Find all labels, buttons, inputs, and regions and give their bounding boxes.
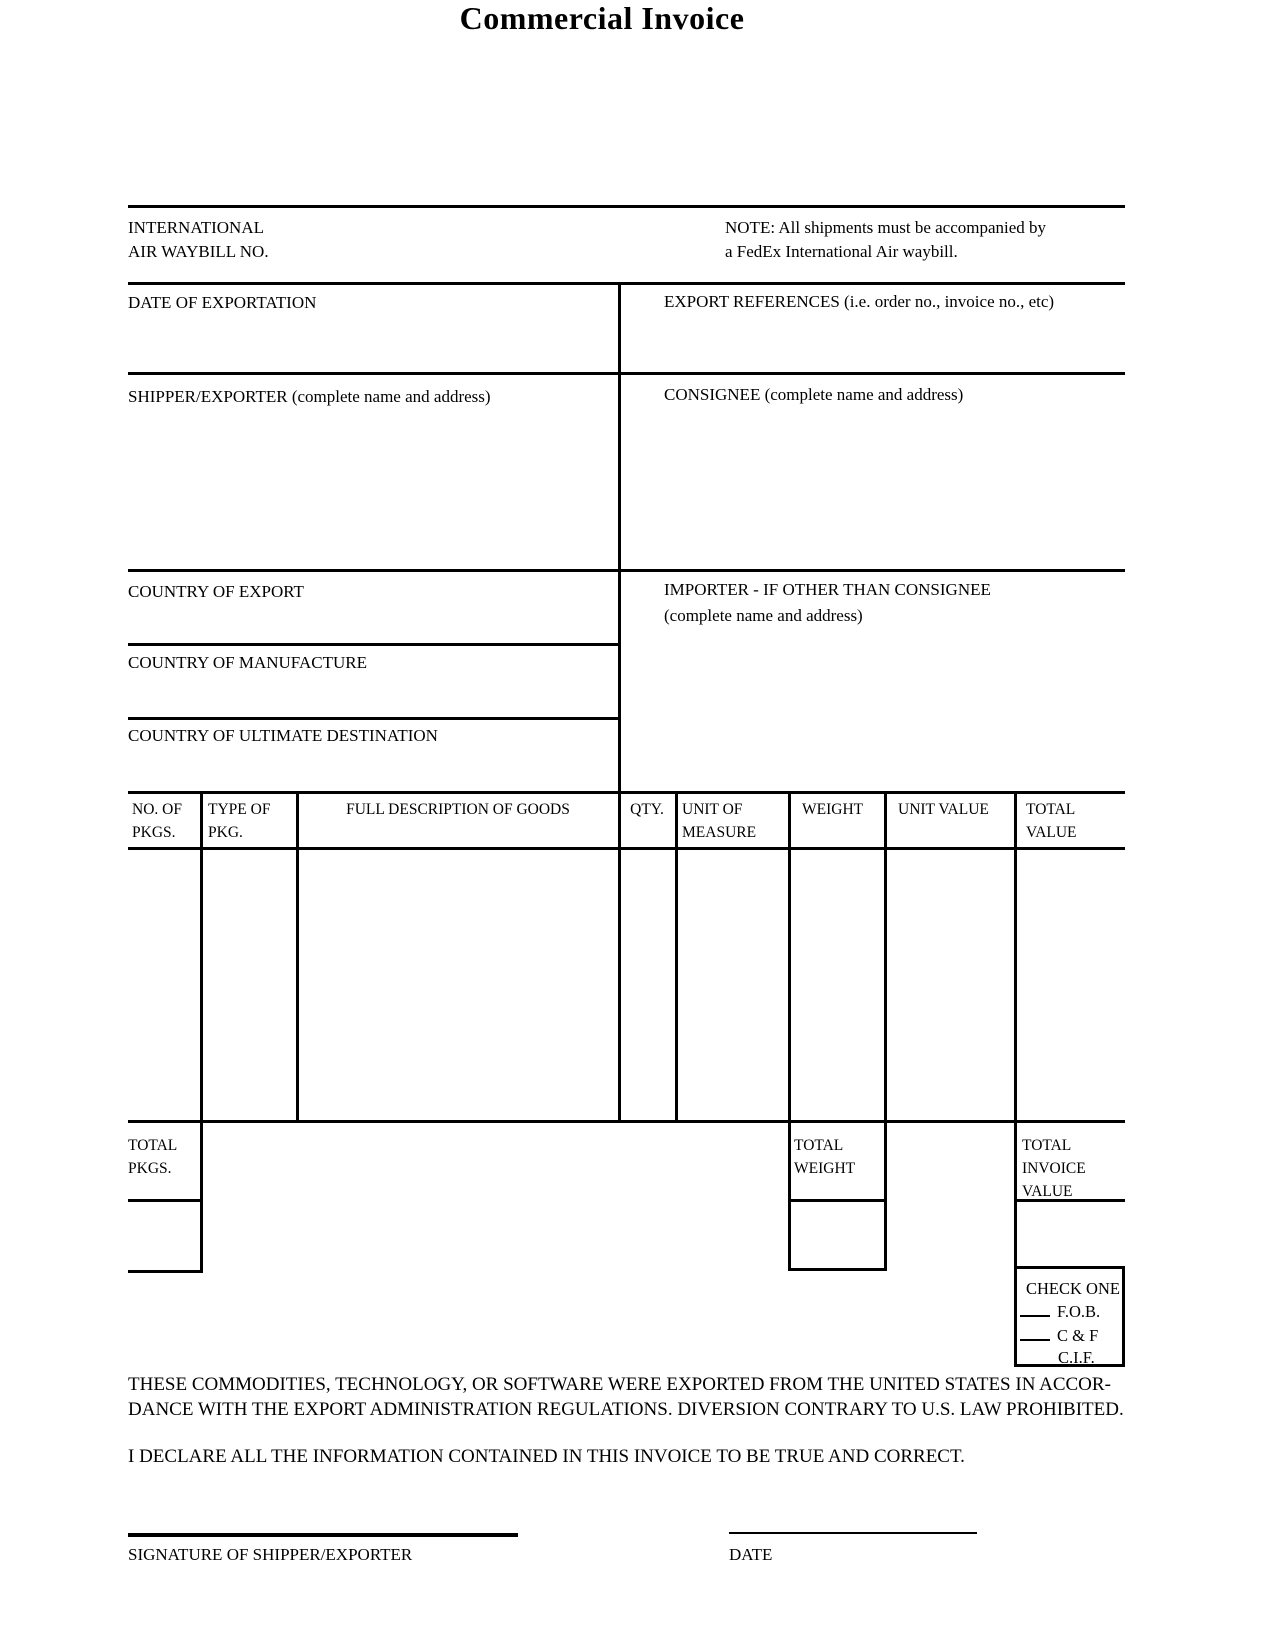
page-title: Commercial Invoice bbox=[459, 0, 745, 36]
consignee-input[interactable] bbox=[664, 412, 1119, 565]
date-input[interactable] bbox=[729, 1480, 977, 1530]
table-header-type-of-pkg-line2: PKG. bbox=[208, 824, 243, 841]
total-invoice-value-label-line3: VALUE bbox=[1022, 1183, 1073, 1200]
no-of-pkgs-cell[interactable] bbox=[128, 852, 198, 1117]
waybill-label-line1: INTERNATIONAL bbox=[128, 218, 264, 237]
unit-value-cell[interactable] bbox=[889, 852, 1012, 1117]
fob-check-slot[interactable] bbox=[1020, 1302, 1050, 1317]
rule-waybill-bottom bbox=[128, 282, 1125, 285]
rule-total-weight-bottom bbox=[788, 1268, 887, 1271]
total-pkgs-label bbox=[128, 1134, 177, 1180]
check-one-option-cif: C.I.F. bbox=[1058, 1348, 1095, 1367]
table-header-weight: WEIGHT bbox=[802, 801, 864, 818]
unit-of-measure-cell[interactable] bbox=[680, 852, 786, 1117]
rule-country-manufacture-bottom bbox=[128, 717, 620, 720]
qty-cell[interactable] bbox=[623, 852, 673, 1117]
importer-label-line1: IMPORTER - IF OTHER THAN CONSIGNEE bbox=[664, 580, 991, 599]
export-statement-line2: DANCE WITH THE EXPORT ADMINISTRATION REGULATIONS. DIVERSION CONTRARY TO U.S. LAW PROHIBITED. bbox=[128, 1399, 1124, 1420]
total-pkgs-label-line2: PKGS. bbox=[128, 1160, 172, 1177]
waybill-label-line2: AIR WAYBILL NO. bbox=[128, 242, 269, 261]
check-one-box-right-border bbox=[1122, 1266, 1125, 1367]
total-weight-label bbox=[794, 1134, 855, 1180]
check-one-label: CHECK ONE bbox=[1026, 1279, 1120, 1298]
date-label: DATE bbox=[729, 1545, 773, 1564]
cf-check-slot[interactable] bbox=[1020, 1326, 1050, 1341]
rule-check-one-top bbox=[1014, 1266, 1125, 1269]
rule-total-pkgs-divider bbox=[128, 1199, 202, 1202]
export-references-input[interactable] bbox=[664, 318, 1119, 368]
table-header-unit-of-measure-line2: MEASURE bbox=[682, 824, 757, 841]
country-of-ultimate-destination-label: COUNTRY OF ULTIMATE DESTINATION bbox=[128, 726, 438, 745]
col-divider-qty bbox=[675, 791, 678, 1123]
shipper-exporter-label: SHIPPER/EXPORTER (complete name and address) bbox=[128, 387, 491, 406]
importer-label-line2: (complete name and address) bbox=[664, 606, 863, 625]
total-pkgs-label-line1: TOTAL bbox=[128, 1137, 178, 1154]
table-header-no-of-pkgs bbox=[132, 798, 182, 844]
table-header-no-of-pkgs-line1: NO. OF bbox=[132, 801, 182, 818]
col-divider-measure bbox=[788, 791, 791, 1271]
total-invoice-value-input[interactable] bbox=[1017, 1203, 1122, 1265]
table-header-type-of-pkg-line1: TYPE OF bbox=[208, 801, 271, 818]
col-divider-pkgs bbox=[200, 791, 203, 1273]
rule-table-top bbox=[128, 791, 1125, 794]
rule-total-weight-divider bbox=[788, 1199, 887, 1202]
consignee-label: CONSIGNEE (complete name and address) bbox=[664, 385, 964, 404]
total-invoice-value-label-line2: INVOICE bbox=[1022, 1160, 1086, 1177]
declaration-statement: I DECLARE ALL THE INFORMATION CONTAINED IN THIS INVOICE TO BE TRUE AND CORRECT. bbox=[128, 1446, 965, 1467]
total-weight-label-line2: WEIGHT bbox=[794, 1160, 856, 1177]
table-header-total-value bbox=[1026, 798, 1077, 844]
rule-country-export-bottom bbox=[128, 643, 620, 646]
rule-total-pkgs-bottom bbox=[128, 1270, 202, 1273]
weight-cell[interactable] bbox=[793, 852, 882, 1117]
table-header-total-value-line1: TOTAL bbox=[1026, 801, 1076, 818]
note-line2: a FedEx International Air waybill. bbox=[725, 242, 958, 261]
country-of-manufacture-input[interactable] bbox=[128, 678, 613, 714]
total-pkgs-input[interactable] bbox=[128, 1203, 200, 1269]
date-of-exportation-input[interactable] bbox=[128, 318, 613, 368]
table-header-description: FULL DESCRIPTION OF GOODS bbox=[346, 801, 570, 818]
total-weight-label-line1: TOTAL bbox=[794, 1137, 844, 1154]
total-value-cell[interactable] bbox=[1019, 852, 1125, 1117]
table-header-unit-of-measure bbox=[682, 798, 756, 844]
rule-table-body-bottom bbox=[128, 1120, 1125, 1123]
signature-input[interactable] bbox=[128, 1478, 518, 1531]
signature-line[interactable] bbox=[128, 1533, 518, 1537]
col-divider-weight bbox=[884, 791, 887, 1271]
importer-input[interactable] bbox=[664, 632, 1119, 787]
table-header-total-value-line2: VALUE bbox=[1026, 824, 1077, 841]
col-divider-unit-value bbox=[1014, 791, 1017, 1367]
shipper-exporter-input[interactable] bbox=[128, 412, 613, 565]
signature-label: SIGNATURE OF SHIPPER/EXPORTER bbox=[128, 1545, 413, 1564]
description-of-goods-cell[interactable] bbox=[301, 852, 616, 1117]
col-divider-type bbox=[296, 791, 299, 1123]
total-invoice-value-label-line1: TOTAL bbox=[1022, 1137, 1072, 1154]
check-one-option-fob bbox=[1020, 1301, 1100, 1323]
table-header-unit-value: UNIT VALUE bbox=[898, 801, 989, 818]
main-column-divider bbox=[618, 282, 621, 1123]
date-line[interactable] bbox=[729, 1532, 977, 1534]
date-of-exportation-label: DATE OF EXPORTATION bbox=[128, 293, 317, 312]
total-invoice-value-label bbox=[1022, 1134, 1086, 1203]
country-of-manufacture-label: COUNTRY OF MANUFACTURE bbox=[128, 653, 367, 672]
rule-date-bottom bbox=[128, 372, 1125, 375]
check-one-option-cf bbox=[1020, 1325, 1098, 1347]
table-header-type-of-pkg bbox=[208, 798, 270, 844]
fob-option-label: F.O.B. bbox=[1057, 1302, 1101, 1321]
rule-table-header-bottom bbox=[128, 847, 1125, 850]
cf-option-label: C & F bbox=[1057, 1326, 1099, 1345]
export-statement-line1: THESE COMMODITIES, TECHNOLOGY, OR SOFTWARE WERE EXPORTED FROM THE UNITED STATES IN ACCOR- bbox=[128, 1374, 1111, 1395]
total-weight-input[interactable] bbox=[791, 1203, 884, 1267]
table-header-unit-of-measure-line1: UNIT OF bbox=[682, 801, 743, 818]
rule-header-top bbox=[128, 205, 1125, 208]
table-header-qty: QTY. bbox=[630, 801, 664, 818]
note-line1: NOTE: All shipments must be accompanied by bbox=[725, 218, 1047, 237]
export-references-label: EXPORT REFERENCES (i.e. order no., invoice no., etc) bbox=[664, 292, 1055, 311]
type-of-pkg-cell[interactable] bbox=[205, 852, 294, 1117]
table-header-no-of-pkgs-line2: PKGS. bbox=[132, 824, 176, 841]
country-of-export-label: COUNTRY OF EXPORT bbox=[128, 582, 304, 601]
rule-shipper-bottom bbox=[128, 569, 1125, 572]
air-waybill-no-input[interactable] bbox=[310, 210, 600, 278]
country-of-export-input[interactable] bbox=[128, 606, 613, 640]
country-of-ultimate-destination-input[interactable] bbox=[128, 750, 613, 788]
